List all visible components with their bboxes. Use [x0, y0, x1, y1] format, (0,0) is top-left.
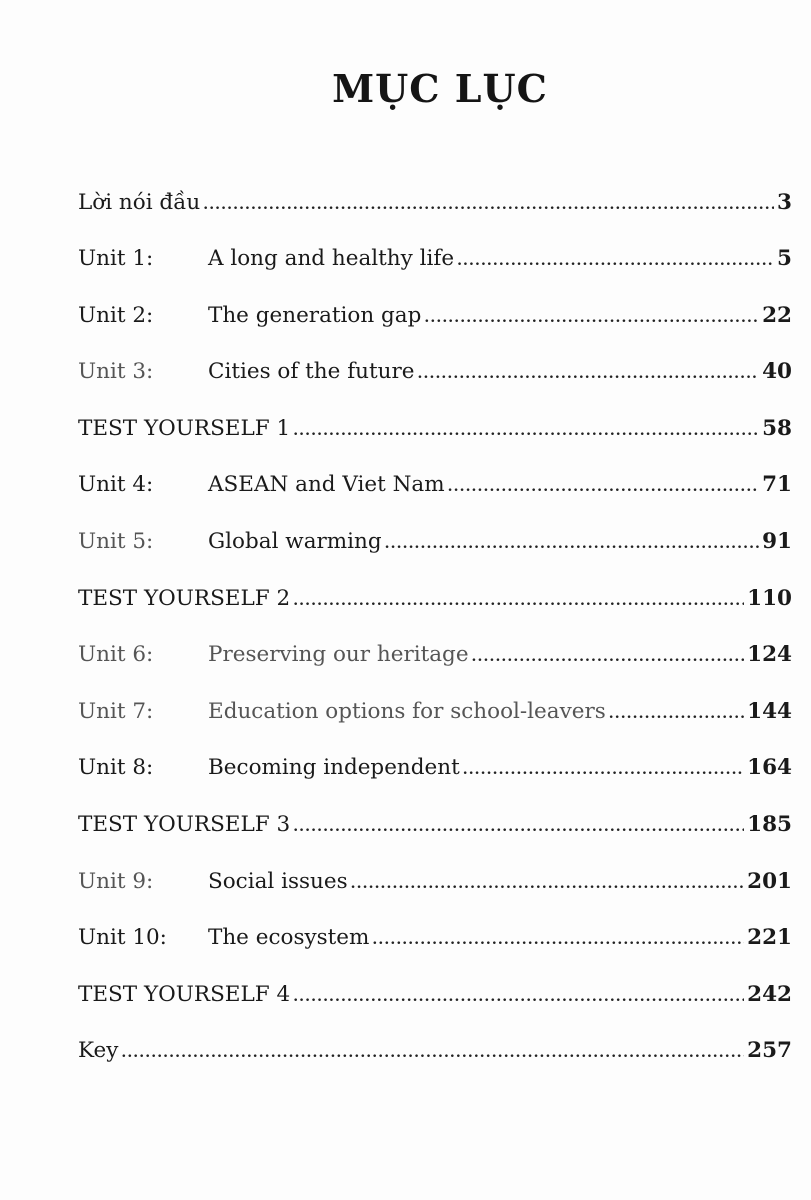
page-number: 3	[777, 190, 792, 215]
dot-leader	[385, 536, 759, 552]
dot-leader	[463, 762, 744, 778]
entry-title: Education options for school-leavers	[208, 699, 606, 724]
unit-label: Unit 6:	[78, 642, 154, 667]
entry-title: TEST YOURSELF 3	[78, 812, 291, 837]
entry-title: Global warming	[208, 529, 382, 554]
toc-entry-unit-8[interactable]	[78, 755, 792, 785]
unit-label: Unit 2:	[78, 303, 154, 328]
toc-entry-test-4[interactable]	[78, 982, 792, 1012]
dot-leader	[372, 932, 744, 948]
page-number: 40	[762, 359, 792, 384]
page-number: 71	[762, 472, 792, 497]
dot-leader	[457, 253, 774, 269]
toc-entry-unit-7[interactable]	[78, 699, 792, 729]
dot-leader	[424, 310, 759, 326]
entry-title: Preserving our heritage	[208, 642, 469, 667]
page-number: 58	[762, 416, 792, 441]
entry-title: TEST YOURSELF 1	[78, 416, 291, 441]
page-number: 91	[762, 529, 792, 554]
dot-leader	[448, 479, 759, 495]
page-number: 5	[777, 246, 792, 271]
toc-entry-unit-6[interactable]	[78, 642, 792, 672]
dot-leader	[418, 366, 760, 382]
page-number: 221	[747, 925, 792, 950]
page-number: 242	[747, 982, 792, 1007]
unit-label: Unit 5:	[78, 529, 154, 554]
toc-entry-test-2[interactable]	[78, 586, 792, 616]
dot-leader	[293, 989, 744, 1005]
entry-title: Becoming independent	[208, 755, 460, 780]
entry-title: The ecosystem	[208, 925, 370, 950]
entry-title: Lời nói đầu	[78, 190, 201, 215]
page-number: 22	[762, 303, 792, 328]
toc-entry-unit-2[interactable]	[78, 303, 792, 333]
toc-entry-unit-9[interactable]	[78, 869, 792, 899]
toc-entry-unit-1[interactable]	[78, 246, 792, 276]
toc-entry-unit-4[interactable]	[78, 472, 792, 502]
page-number: 185	[747, 812, 792, 837]
entry-title: TEST YOURSELF 2	[78, 586, 291, 611]
page-number: 110	[747, 586, 792, 611]
unit-label: Unit 8:	[78, 755, 154, 780]
toc-entry-key[interactable]	[78, 1038, 792, 1068]
dot-leader	[351, 876, 744, 892]
entry-title: Key	[78, 1038, 119, 1063]
unit-label: Unit 4:	[78, 472, 154, 497]
toc-entry-unit-5[interactable]	[78, 529, 792, 559]
dot-leader	[121, 1045, 744, 1061]
dot-leader	[203, 197, 774, 213]
toc-entry-test-1[interactable]	[78, 416, 792, 446]
dot-leader	[472, 649, 745, 665]
toc-entry-unit-10[interactable]	[78, 925, 792, 955]
unit-label: Unit 3:	[78, 359, 154, 384]
page-number: 201	[747, 869, 792, 894]
entry-title: The generation gap	[208, 303, 422, 328]
unit-label: Unit 7:	[78, 699, 154, 724]
page-number: 257	[747, 1038, 792, 1063]
entry-title: A long and healthy life	[208, 246, 455, 271]
entry-title: Social issues	[208, 869, 348, 894]
dot-leader	[293, 593, 744, 609]
unit-label: Unit 9:	[78, 869, 154, 894]
toc-entry-unit-3[interactable]	[78, 359, 792, 389]
toc-entry-test-3[interactable]	[78, 812, 792, 842]
unit-label: Unit 10:	[78, 925, 167, 950]
page-title: MỤC LỤC	[332, 66, 548, 111]
page-number: 164	[747, 755, 792, 780]
dot-leader	[293, 423, 759, 439]
unit-label: Unit 1:	[78, 246, 154, 271]
entry-title: TEST YOURSELF 4	[78, 982, 291, 1007]
toc-entry-preface[interactable]	[78, 190, 792, 220]
page-number: 124	[747, 642, 792, 667]
dot-leader	[609, 706, 744, 722]
entry-title: ASEAN and Viet Nam	[208, 472, 445, 497]
dot-leader	[293, 819, 744, 835]
page-number: 144	[747, 699, 792, 724]
entry-title: Cities of the future	[208, 359, 415, 384]
